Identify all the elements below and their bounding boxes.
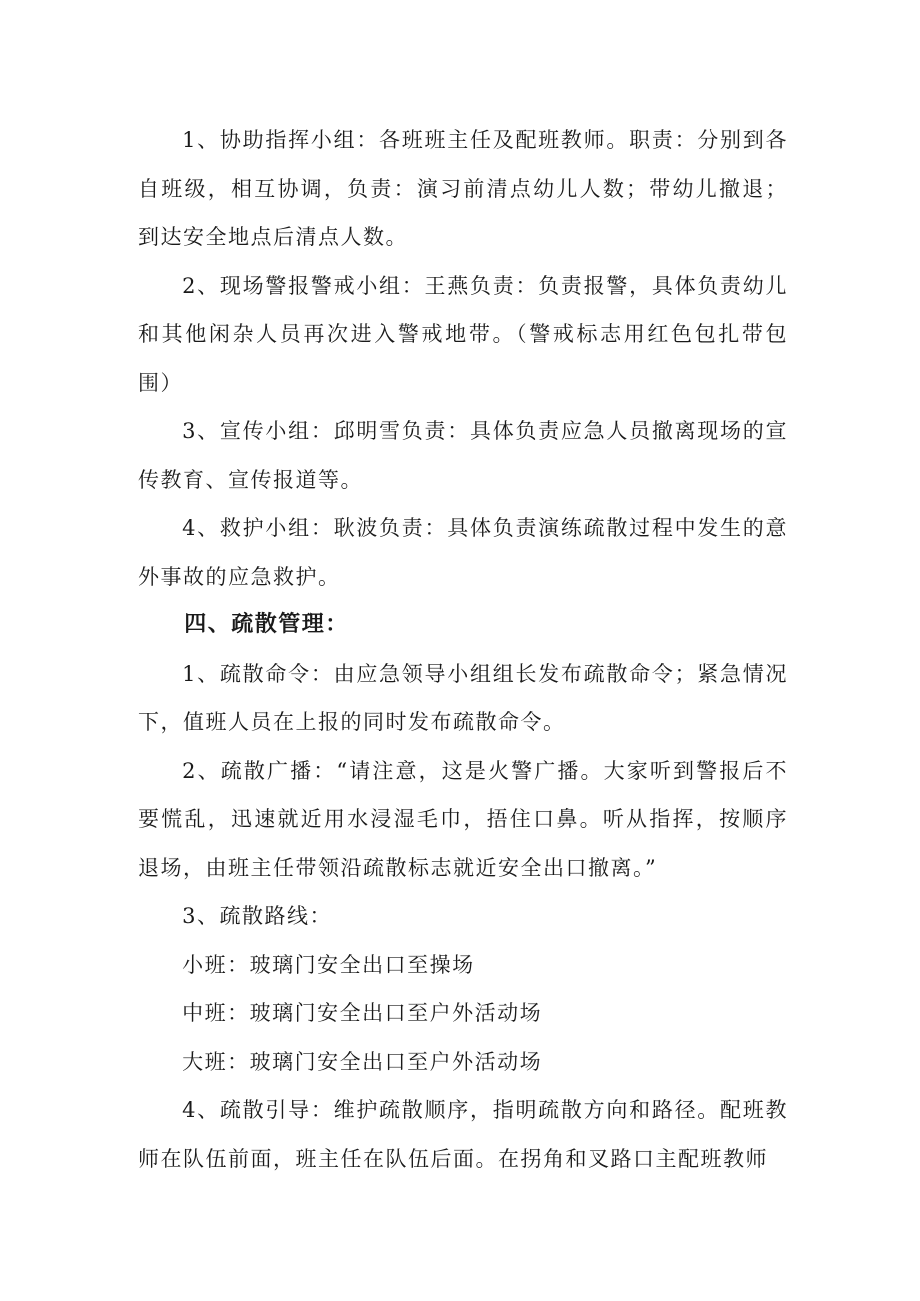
section-heading-evacuation-management: 四、疏散管理：	[184, 612, 349, 637]
paragraph-rescue-group: 4、救护小组：耿波负责：具体负责演练疏散过程中发生的意外事故的应急救护。	[138, 516, 788, 589]
paragraph-assist-command-group: 1、协助指挥小组：各班班主任及配班教师。职责：分别到各自班级，相互协调，负责：演习前清点幼儿人数；带幼儿撤退；到达安全地点后清点人数。	[138, 128, 788, 249]
paragraph-evacuation-route-title: 3、疏散路线：	[182, 904, 332, 928]
paragraph-route-middle-class: 中班：玻璃门安全出口至户外活动场	[182, 1001, 543, 1025]
paragraph-publicity-group: 3、宣传小组：邱明雪负责：具体负责应急人员撤离现场的宣传教育、宣传报道等。	[138, 419, 788, 492]
paragraph-evacuation-order: 1、疏散命令：由应急领导小组组长发布疏散命令；紧急情况下，值班人员在上报的同时发布疏散命令。	[138, 661, 788, 734]
paragraph-route-small-class: 小班：玻璃门安全出口至操场	[182, 952, 475, 977]
document-body	[138, 116, 788, 1183]
paragraph-alarm-guard-group: 2、现场警报警戒小组：王燕负责：负责报警，具体负责幼儿和其他闲杂人员再次进入警戒地带。（警戒标志用红色包扎带包围）	[138, 273, 788, 395]
paragraph-evacuation-guidance: 4、疏散引导：维护疏散顺序，指明疏散方向和路径。配班教师在队伍前面，班主任在队伍后面。在拐角和叉路口主配班教师	[138, 1098, 788, 1171]
paragraph-evacuation-broadcast: 2、疏散广播：“请注意，这是火警广播。大家听到警报后不要慌乱，迅速就近用水浸湿毛巾，捂住口鼻。听从指挥，按顺序退场，由班主任带领沿疏散标志就近安全出口撤离。”	[138, 758, 788, 880]
paragraph-route-large-class: 大班：玻璃门安全出口至户外活动场	[182, 1049, 543, 1074]
